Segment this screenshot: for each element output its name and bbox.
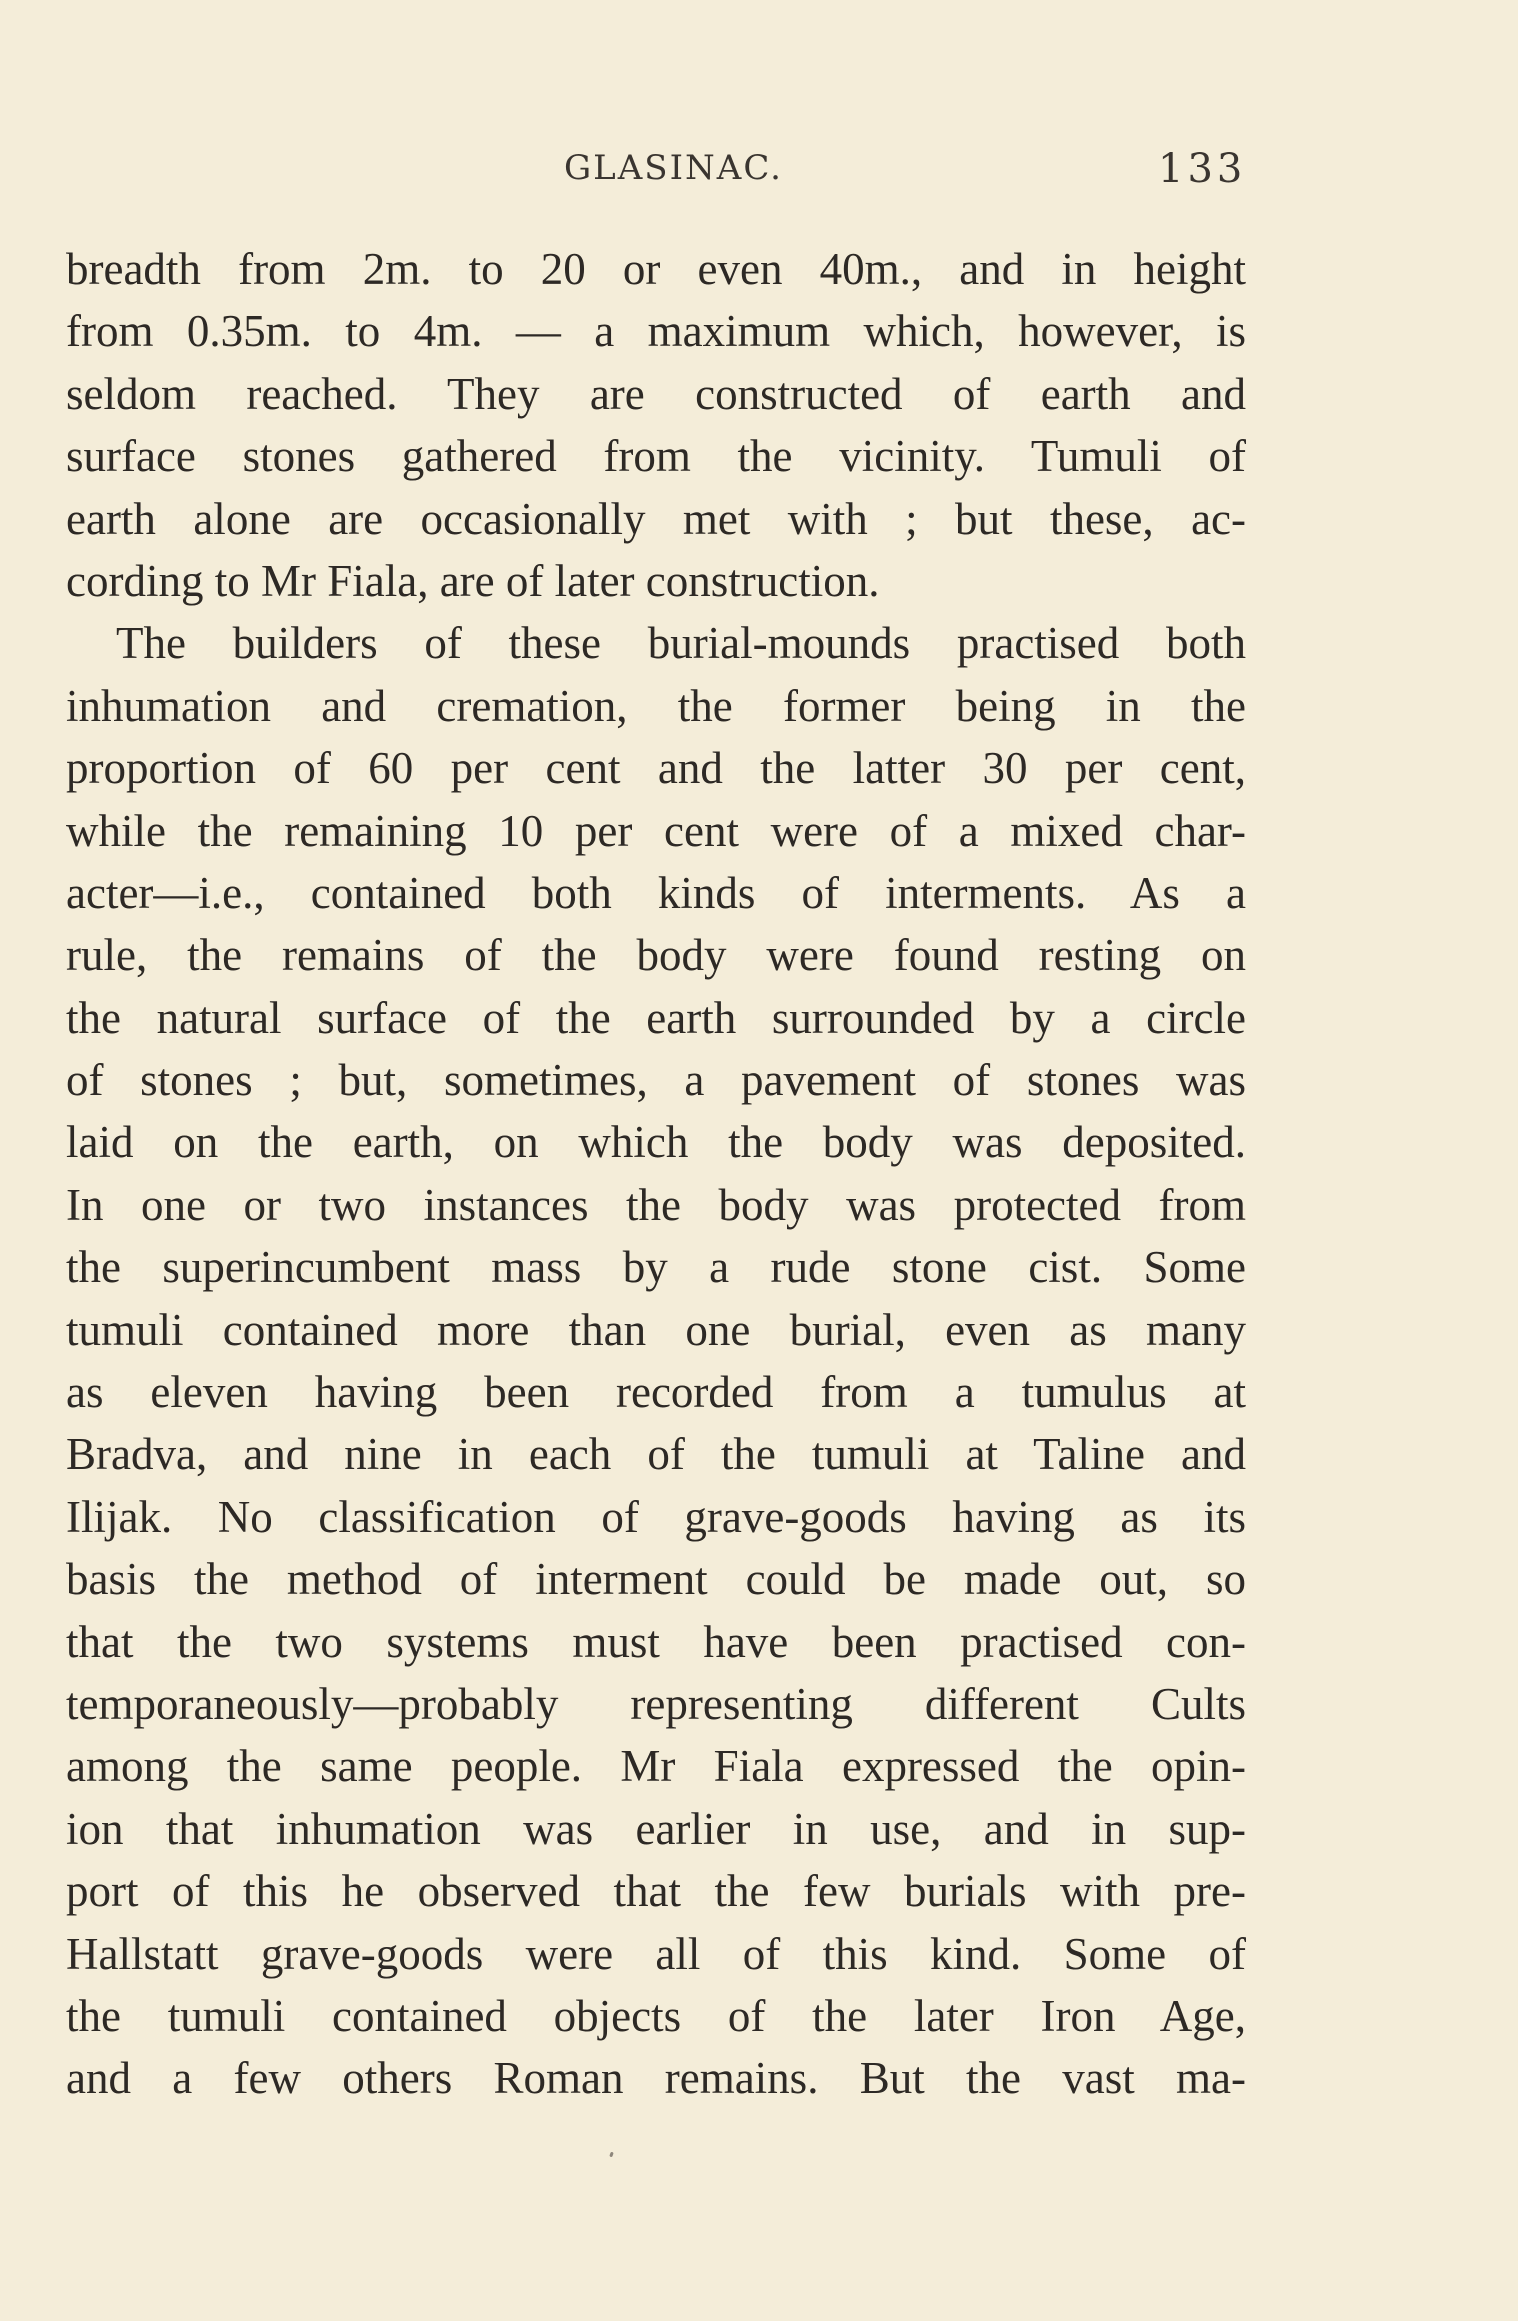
text-line: from 0.35m. to 4m. — a maximum which, however, is [66,306,1246,357]
page-header [0,148,1518,198]
text-line: cording to Mr Fiala, are of later construction. [66,555,880,606]
text-line: breadth from 2m. to 20 or even 40m., and in height [66,244,1246,294]
text-line: Bradva, and nine in each of the tumuli at Taline and [66,1429,1246,1480]
text-line: ion that inhumation was earlier in use, and in sup- [66,1803,1246,1854]
text-line: Ilijak. No classification of grave-goods having as its [66,1491,1246,1542]
text-line: as eleven having been recorded from a tumulus at [66,1367,1246,1418]
text-line: the natural surface of the earth surrounded by a circle [66,992,1246,1043]
text-line: among the same people. Mr Fiala expressed the opin- [66,1741,1246,1792]
text-line: port of this he observed that the few burials with pre- [66,1866,1246,1917]
text-line: inhumation and cremation, the former being in the [66,680,1246,731]
text-line: of stones ; but, sometimes, a pavement of stones was [66,1055,1246,1106]
text-line: proportion of 60 per cent and the latter 30 per cent, [66,743,1246,794]
running-head: GLASINAC. [564,148,783,188]
text-line: seldom reached. They are constructed of earth and [66,368,1246,419]
text-line: earth alone are occasionally met with ; but these, ac- [66,493,1246,544]
text-line: the superincumbent mass by a rude stone cist. Some [66,1242,1246,1293]
text-line: In one or two instances the body was protected from [66,1179,1246,1230]
text-line: and a few others Roman remains. But the vast ma- [66,2053,1246,2104]
text-line: rule, the remains of the body were found resting on [66,930,1246,981]
text-line: the tumuli contained objects of the later Iron Age, [66,1990,1246,2041]
page-number: 133 [1158,146,1247,192]
text-line: that the two systems must have been practised con- [66,1616,1246,1667]
text-line: laid on the earth, on which the body was deposited. [66,1117,1246,1168]
text-line: temporaneously—probably representing different Cults [66,1678,1246,1729]
text-line: acter—i.e., contained both kinds of interments. As a [66,867,1246,918]
body-text [66,238,1246,2110]
text-line: basis the method of interment could be made out, so [66,1554,1246,1605]
text-line: Hallstatt grave-goods were all of this kind. Some of [66,1928,1246,1979]
text-line: while the remaining 10 per cent were of a mixed char- [66,805,1246,856]
paragraph-start-line: The builders of these burial-mounds practised both [116,618,1246,669]
paper-speck [609,2152,614,2158]
text-line: surface stones gathered from the vicinity. Tumuli of [66,431,1246,482]
text-line: tumuli contained more than one burial, even as many [66,1304,1246,1355]
